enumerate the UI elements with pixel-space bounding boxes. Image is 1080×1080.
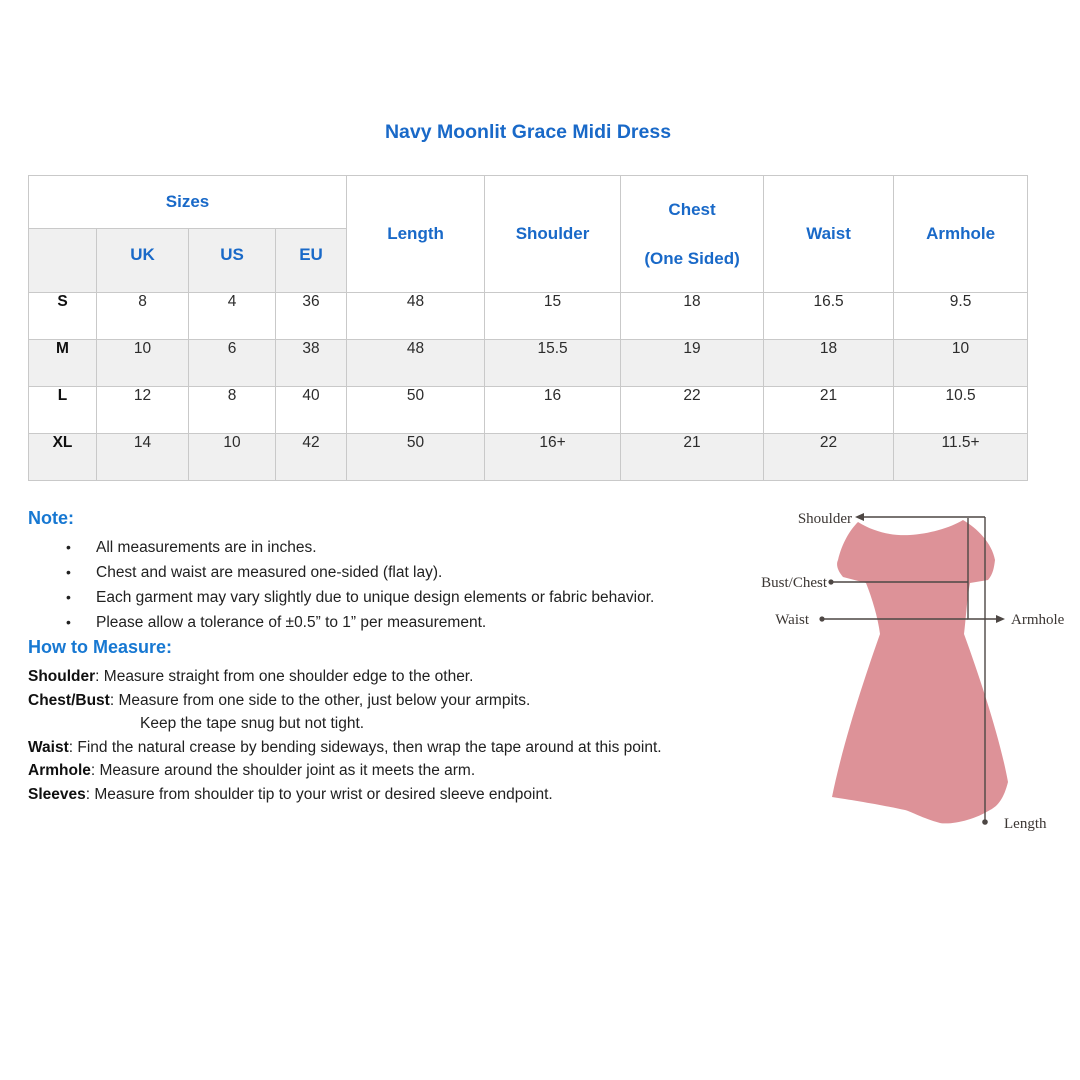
chest-header-line1: Chest: [668, 199, 716, 219]
bullet-icon: •: [66, 614, 71, 630]
cell-armhole: 10: [894, 340, 1028, 387]
size-chart-table: [28, 175, 1028, 481]
col-header-length: Length: [347, 176, 485, 293]
waist-label: Waist: [775, 612, 809, 628]
cell-eu: 40: [276, 387, 347, 434]
dress-silhouette: [832, 520, 1008, 823]
cell-length: 48: [347, 340, 485, 387]
measure-text: : Measure from one side to the other, just below your armpits.: [109, 691, 531, 709]
how-to-measure-section: [28, 636, 818, 808]
col-header-armhole: Armhole: [894, 176, 1028, 293]
measure-line-chest-bust-cont: [28, 714, 818, 733]
measure-text: : Measure around the shoulder joint as it meets the arm.: [90, 762, 476, 779]
cell-uk: 12: [97, 387, 189, 434]
cell-armhole: 9.5: [894, 293, 1028, 340]
measure-text: : Measure from shoulder tip to your wrist or desired sleeve endpoint.: [85, 785, 553, 803]
cell-waist: 22: [764, 434, 894, 481]
dress-diagram-svg: [752, 498, 1074, 850]
measure-line-chest-bust: [28, 691, 818, 710]
bullet-icon: •: [66, 564, 71, 580]
length-dot-icon: [982, 819, 988, 825]
cell-size: XL: [29, 434, 97, 481]
measure-line-armhole: [28, 761, 818, 780]
cell-us: 4: [189, 293, 276, 340]
cell-waist: 18: [764, 340, 894, 387]
cell-length: 50: [347, 387, 485, 434]
cell-armhole: 10.5: [894, 387, 1028, 434]
measure-text: : Find the natural crease by bending sideways, then wrap the tape around at this point.: [68, 738, 662, 756]
bullet-icon: •: [66, 539, 71, 555]
size-label-blank-cell: [29, 229, 97, 293]
cell-chest: 22: [621, 387, 764, 434]
col-header-chest: [621, 176, 764, 293]
chest-header-line2: (One Sided): [644, 248, 740, 268]
shoulder-arrow-icon: [855, 513, 864, 521]
table-row-m: [29, 340, 1028, 387]
how-to-measure-heading: How to Measure:: [28, 637, 173, 657]
measure-text: : Measure straight from one shoulder edge to the other.: [95, 668, 474, 685]
cell-shoulder: 15: [485, 293, 621, 340]
cell-uk: 10: [97, 340, 189, 387]
note-bullet-text: Chest and waist are measured one-sided (flat lay).: [96, 564, 443, 581]
bust-chest-dot-icon: [828, 579, 833, 584]
cell-us: 10: [189, 434, 276, 481]
table-row-s: [29, 293, 1028, 340]
cell-size: M: [29, 340, 97, 387]
cell-length: 48: [347, 293, 485, 340]
table-row-xl: [29, 434, 1028, 481]
cell-waist: 16.5: [764, 293, 894, 340]
cell-waist: 21: [764, 387, 894, 434]
measure-line-waist: [28, 738, 818, 757]
measure-text: Keep the tape snug but not tight.: [140, 715, 365, 732]
col-header-waist: Waist: [764, 176, 894, 293]
cell-size: L: [29, 387, 97, 434]
cell-uk: 8: [97, 293, 189, 340]
cell-chest: 19: [621, 340, 764, 387]
cell-eu: 42: [276, 434, 347, 481]
cell-eu: 36: [276, 293, 347, 340]
length-label: Length: [1004, 816, 1047, 832]
bust-chest-label: Bust/Chest: [761, 575, 827, 591]
cell-us: 6: [189, 340, 276, 387]
bullet-icon: •: [66, 589, 71, 605]
cell-us: 8: [189, 387, 276, 434]
cell-armhole: 11.5+: [894, 434, 1028, 481]
note-bullet: [28, 563, 773, 582]
col-header-eu: EU: [276, 229, 347, 293]
measure-line-shoulder: [28, 667, 818, 686]
col-header-uk: UK: [97, 229, 189, 293]
measure-term: Armhole: [28, 762, 91, 779]
measure-line-sleeves: [28, 785, 818, 804]
cell-uk: 14: [97, 434, 189, 481]
note-heading: Note:: [28, 508, 74, 528]
measure-term: Chest/Bust: [28, 691, 110, 709]
note-bullet: [28, 588, 773, 607]
note-section: [28, 507, 773, 638]
waist-dot-icon: [819, 616, 824, 621]
col-header-us: US: [189, 229, 276, 293]
cell-eu: 38: [276, 340, 347, 387]
measure-term: Shoulder: [28, 668, 96, 685]
measure-term: Waist: [28, 738, 69, 756]
cell-chest: 21: [621, 434, 764, 481]
armhole-label: Armhole: [1011, 612, 1065, 628]
page-title: Navy Moonlit Grace Midi Dress: [384, 121, 672, 143]
armhole-arrow-icon: [996, 615, 1005, 623]
col-header-shoulder: Shoulder: [485, 176, 621, 293]
cell-size: S: [29, 293, 97, 340]
note-bullet-text: Each garment may vary slightly due to unique design elements or fabric behavior.: [96, 589, 655, 606]
cell-shoulder: 16+: [485, 434, 621, 481]
note-bullet: [28, 538, 773, 557]
table-row-l: [29, 387, 1028, 434]
cell-shoulder: 15.5: [485, 340, 621, 387]
note-bullet-text: All measurements are in inches.: [96, 539, 317, 556]
cell-shoulder: 16: [485, 387, 621, 434]
col-header-sizes: Sizes: [29, 176, 347, 229]
note-bullet-text: Please allow a tolerance of ±0.5” to 1” per measurement.: [96, 614, 487, 631]
cell-chest: 18: [621, 293, 764, 340]
header-row-1: [29, 176, 1028, 229]
cell-length: 50: [347, 434, 485, 481]
shoulder-label: Shoulder: [797, 511, 852, 527]
measure-term: Sleeves: [28, 785, 86, 803]
dress-measurement-diagram: [752, 498, 1074, 850]
note-bullet: [28, 613, 773, 632]
